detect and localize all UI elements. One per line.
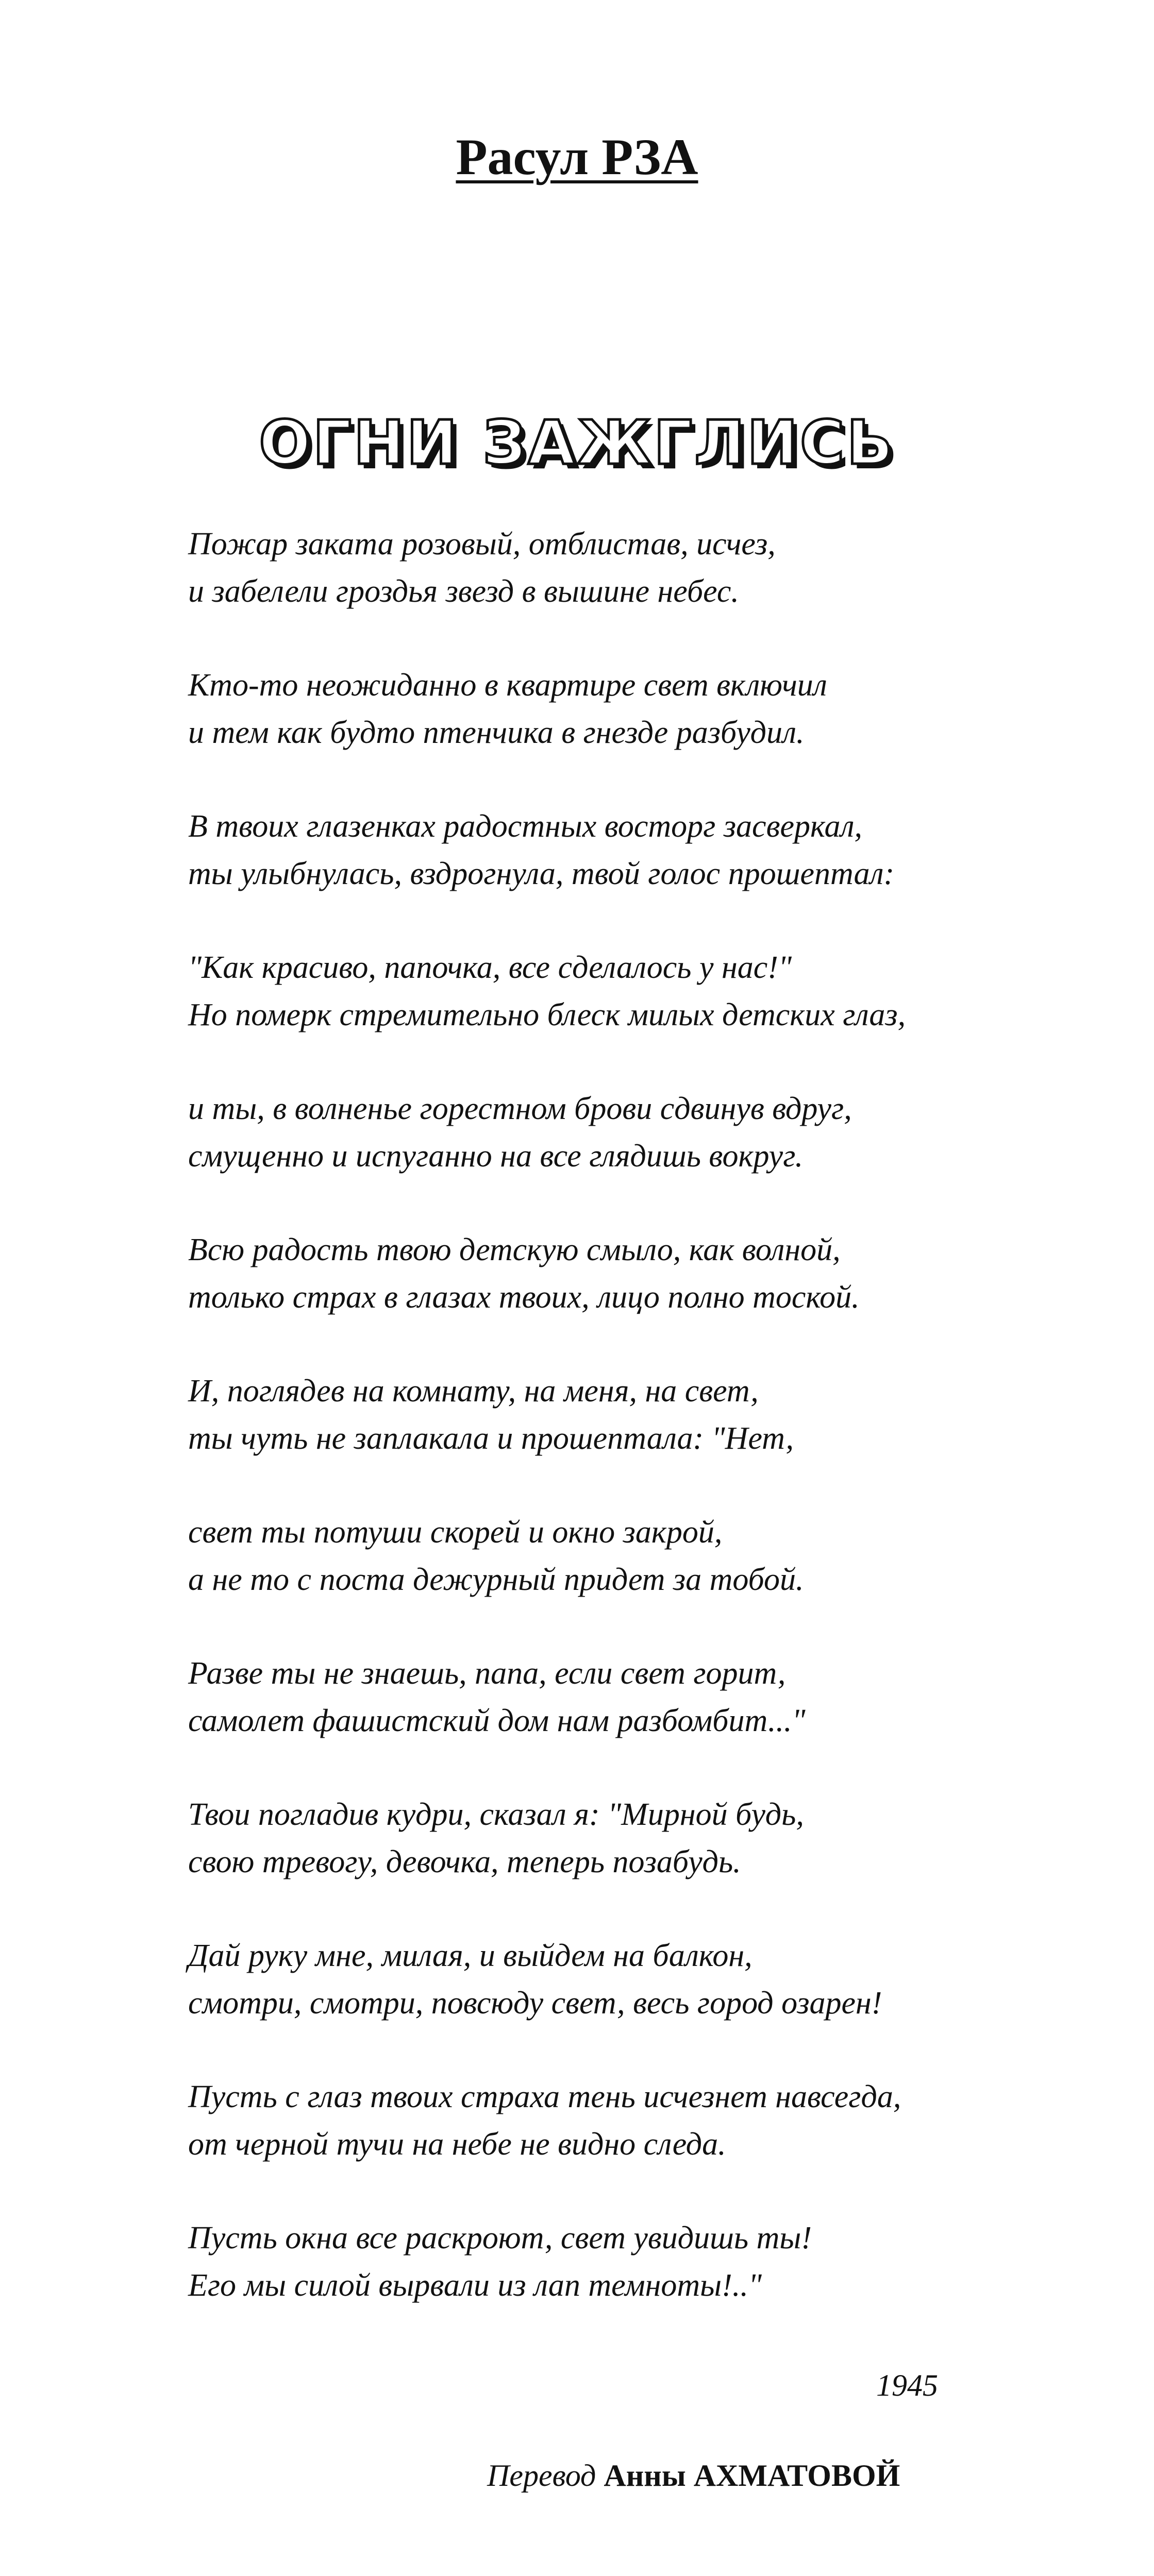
poem-line: ты улыбнулась, вздрогнула, твой голос прошептал: (188, 856, 895, 891)
poem-line: Кто-то неожиданно в квартире свет включил (188, 668, 827, 703)
stanza (188, 1791, 1039, 1932)
stanza (188, 2073, 1039, 2214)
stanza (188, 520, 1039, 662)
translator-name: Анны АХМАТОВОЙ (604, 2459, 900, 2493)
stanza (188, 1650, 1039, 1791)
poem-line: и ты, в волненье горестном брови сдвинув вдруг, (188, 1091, 852, 1126)
stanza (188, 944, 1039, 1085)
poem-line: Пожар заката розовый, отблистав, исчез, (188, 527, 776, 562)
stanza (188, 1085, 1039, 1226)
poem-line: смотри, смотри, повсюду свет, весь город озарен! (188, 1986, 882, 2021)
poem-line: Пусть окна все раскроют, свет увидишь ты! (188, 2221, 812, 2256)
poem-line: И, поглядев на комнату, на меня, на свет, (188, 1374, 759, 1409)
stanza (188, 1932, 1039, 2073)
poem-line: а не то с поста дежурный придет за тобой. (188, 1562, 804, 1597)
poem-line: "Как красиво, папочка, все сделалось у нас!" (188, 950, 792, 985)
stanza (188, 1509, 1039, 1650)
poem-line: свет ты потуши скорей и окно закрой, (188, 1515, 723, 1550)
poem-body (188, 520, 1039, 2355)
poem-line: и тем как будто птенчика в гнезде разбудил. (188, 715, 805, 750)
poem-line: самолет фашистский дом нам разбомбит..." (188, 1703, 806, 1738)
stanza (188, 803, 1039, 944)
poem-line: Разве ты не знаешь, папа, если свет горит, (188, 1656, 786, 1691)
poem-year: 1945 (876, 2368, 938, 2402)
poem-line: ты чуть не заплакала и прошептала: "Нет, (188, 1421, 794, 1456)
stanza (188, 662, 1039, 803)
poem-line: Твои погладив кудри, сказал я: "Мирной будь, (188, 1797, 804, 1832)
poem-line: и забелели гроздья звезд в вышине небес. (188, 574, 739, 609)
poem-line: смущенно и испуганно на все глядишь вокруг. (188, 1139, 804, 1174)
poem-line: Его мы силой вырвали из лап темноты!.." (188, 2268, 762, 2303)
poem-line: Всю радость твою детскую смыло, как волной, (188, 1232, 841, 1267)
poem-title: ОГНИ ЗАЖГЛИСЬ (259, 407, 895, 478)
author-name: Расул РЗА (456, 128, 698, 185)
stanza (188, 2214, 1039, 2355)
translation-prefix: Перевод (487, 2459, 596, 2493)
stanza (188, 1367, 1039, 1509)
poem-line: от черной тучи на небе не видно следа. (188, 2127, 726, 2162)
poem-line: только страх в глазах твоих, лицо полно тоской. (188, 1280, 860, 1315)
poem-line: В твоих глазенках радостных восторг засверкал, (188, 809, 862, 844)
poem-line: свою тревогу, девочка, теперь позабудь. (188, 1844, 741, 1879)
poem-line: Пусть с глаз твоих страха тень исчезнет навсегда, (188, 2079, 901, 2114)
poem-line: Но померк стремительно блеск милых детских глаз, (188, 997, 906, 1032)
translation-credit (487, 2460, 900, 2491)
stanza (188, 1226, 1039, 1367)
poem-line: Дай руку мне, милая, и выйдем на балкон, (188, 1938, 752, 1973)
